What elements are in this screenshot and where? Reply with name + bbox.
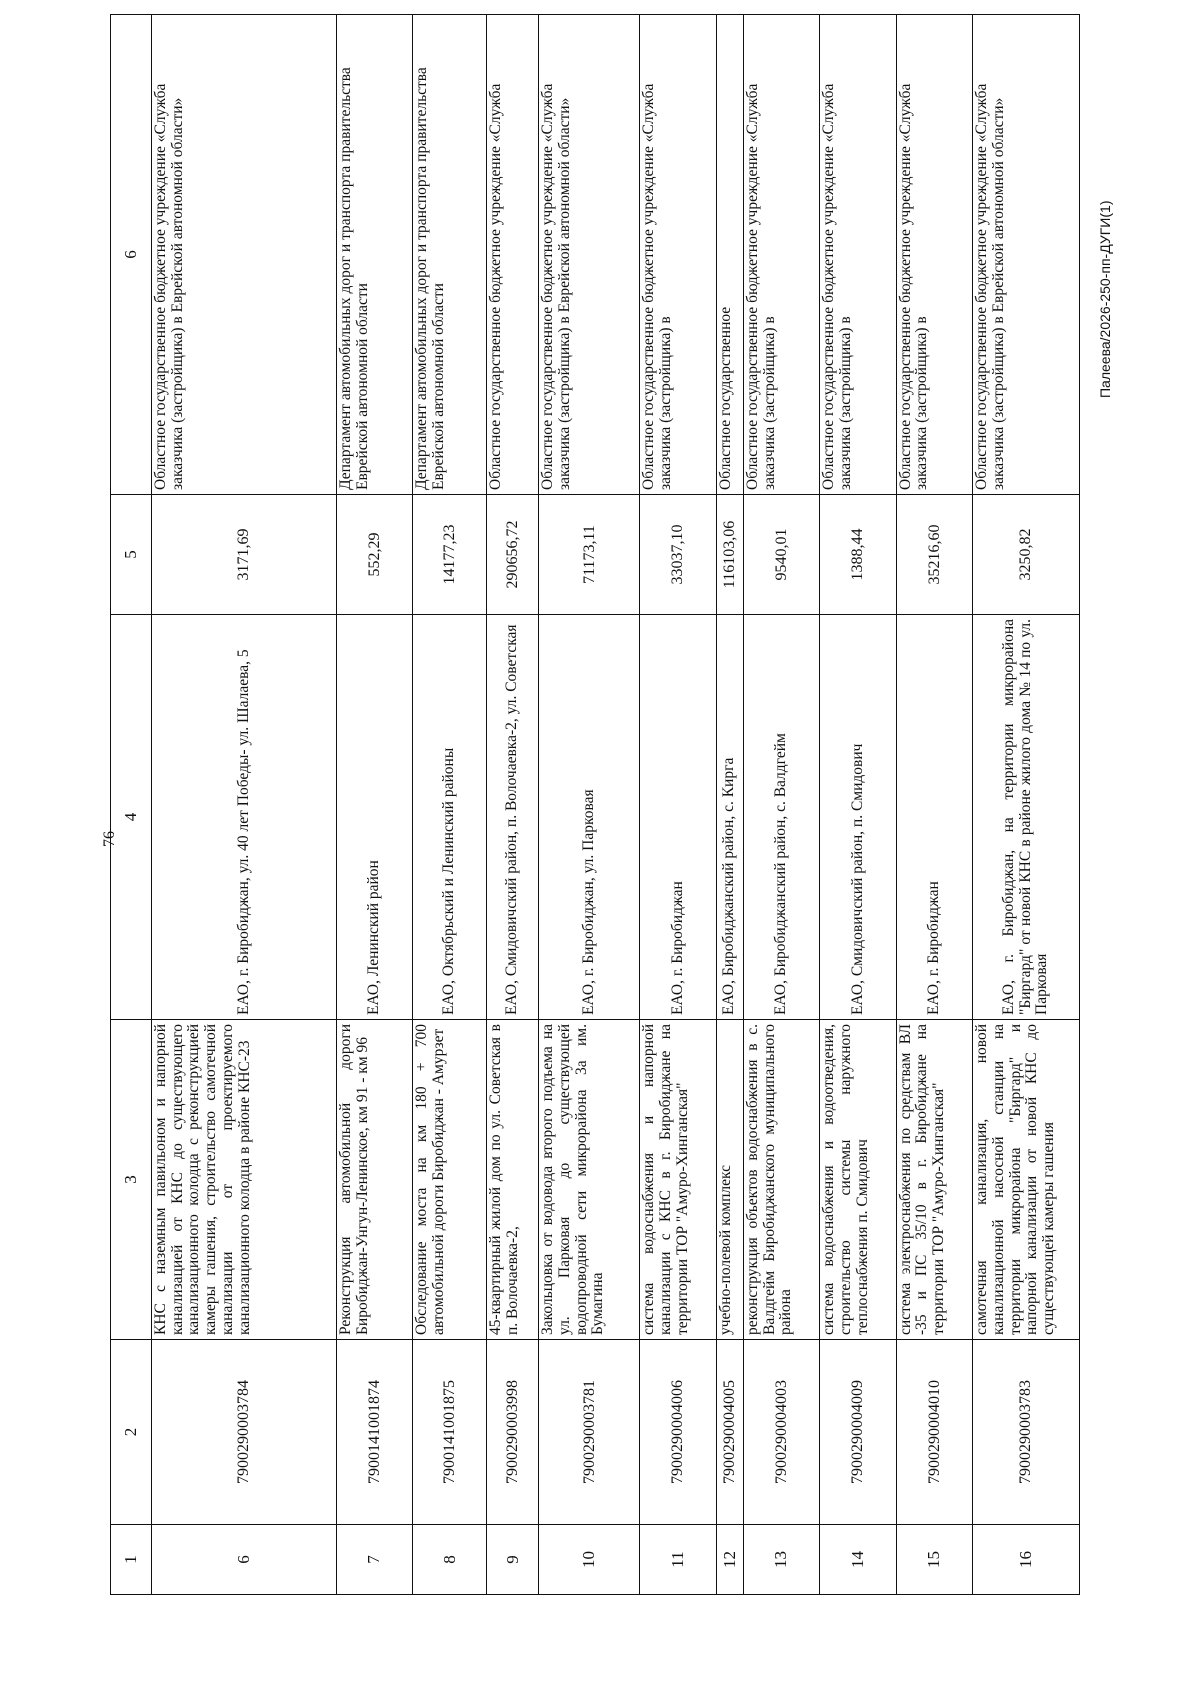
- page-number: 76: [101, 831, 118, 847]
- object-address: ЕАО, г. Биробиджан: [640, 615, 716, 1020]
- object-amount: 35216,60: [896, 495, 972, 615]
- rotated-table-container: [110, 15, 1080, 1595]
- object-customer: Департамент автомобильных дорог и транспорта правительства Еврейской автономной области: [336, 15, 412, 495]
- object-address: ЕАО, г. Биробиджан: [896, 615, 972, 1020]
- col-header-6: 6: [111, 15, 152, 495]
- object-description: Закольцовка от водовода второго подъема на ул. Парковая до существующей водопроводной сети микрорайона 3а им. Бумагина: [539, 1020, 640, 1340]
- object-code: 7900141001874: [336, 1340, 412, 1525]
- object-code: 7900141001875: [413, 1340, 487, 1525]
- object-address: ЕАО, Биробиджанский район, с. Кирга: [716, 615, 743, 1020]
- object-customer: Областное государственное бюджетное учреждение «Служба заказчика (застройщика) в Еврейской автономной области»: [152, 15, 337, 495]
- row-number: 6: [152, 1525, 337, 1595]
- object-description: учебно-полевой комплекс: [716, 1020, 743, 1340]
- header-row: [111, 15, 152, 1595]
- row-number: 15: [896, 1525, 972, 1595]
- object-customer: Областное государственное бюджетное учреждение «Служба заказчика (застройщика) в Еврейской автономной области»: [539, 15, 640, 495]
- table-row: [487, 15, 539, 1595]
- object-customer: Департамент автомобильных дорог и транспорта правительства Еврейской автономной области: [413, 15, 487, 495]
- object-amount: 3171,69: [152, 495, 337, 615]
- row-number: 14: [820, 1525, 896, 1595]
- object-amount: 9540,01: [743, 495, 819, 615]
- object-code: 7900290004010: [896, 1340, 972, 1525]
- table-row: [413, 15, 487, 1595]
- object-amount: 71173,11: [539, 495, 640, 615]
- row-number: 9: [487, 1525, 539, 1595]
- object-amount: 552,29: [336, 495, 412, 615]
- table-row: [743, 15, 819, 1595]
- object-code: 7900290003784: [152, 1340, 337, 1525]
- object-address: ЕАО, г. Биробиджан, ул. 40 лет Победы- ул. Шалаева, 5: [152, 615, 337, 1020]
- col-header-3: 3: [111, 1020, 152, 1340]
- table-row: [152, 15, 337, 1595]
- object-code: 7900290004005: [716, 1340, 743, 1525]
- table-row: [539, 15, 640, 1595]
- object-address: ЕАО, Смидовичский район, п. Волочаевка-2, ул. Советская: [487, 615, 539, 1020]
- row-number: 8: [413, 1525, 487, 1595]
- object-address: ЕАО, г. Биробиджан, ул. Парковая: [539, 615, 640, 1020]
- row-number: 11: [640, 1525, 716, 1595]
- object-description: КНС с наземным павильоном и напорной канализацией от КНС до существующего канализационного колодца с реконструкцией камеры гашения, строительство самотечной канализации от проектируемого канализационного колодца в районе КНС-23: [152, 1020, 337, 1340]
- object-customer: Областное государственное бюджетное учреждение «Служба заказчика (застройщика) в: [820, 15, 896, 495]
- object-amount: 290656,72: [487, 495, 539, 615]
- row-number: 16: [973, 1525, 1080, 1595]
- col-header-5: 5: [111, 495, 152, 615]
- table-row: [640, 15, 716, 1595]
- document-footer: Палеева/2026-250-пп-ДУГИ(1): [1097, 200, 1113, 398]
- object-code: 7900290003783: [973, 1340, 1080, 1525]
- objects-table: [110, 14, 1080, 1595]
- table-row: [896, 15, 972, 1595]
- object-description: 45-квартирный жилой дом по ул. Советская в п. Волочаевка-2,: [487, 1020, 539, 1340]
- object-description: Обследование моста на км 180 + 700 автомобильной дороги Биробиджан - Амурзет: [413, 1020, 487, 1340]
- row-number: 13: [743, 1525, 819, 1595]
- object-address: ЕАО, Октябрьский и Ленинский районы: [413, 615, 487, 1020]
- object-description: реконструкция объектов водоснабжения в с. Валдгейм Биробиджанского муниципального района: [743, 1020, 819, 1340]
- object-amount: 1388,44: [820, 495, 896, 615]
- object-description: система электроснабжения по средствам ВЛ -35 и ПС 35/10 в г. Биробиджане на территории ТОР "Амуро-Хинганская": [896, 1020, 972, 1340]
- object-amount: 3250,82: [973, 495, 1080, 615]
- object-code: 7900290004009: [820, 1340, 896, 1525]
- table-row: [716, 15, 743, 1595]
- object-customer: Областное государственное бюджетное учреждение «Служба: [487, 15, 539, 495]
- object-customer: Областное государственное бюджетное учреждение «Служба заказчика (застройщика) в: [640, 15, 716, 495]
- object-customer: Областное государственное: [716, 15, 743, 495]
- col-header-4: 4: [111, 615, 152, 1020]
- table-row: [973, 15, 1080, 1595]
- object-amount: 14177,23: [413, 495, 487, 615]
- table-row: [820, 15, 896, 1595]
- col-header-2: 2: [111, 1340, 152, 1525]
- object-description: самотечная канализация, новой канализационной насосной станции на территории микрорайона "Биргард" и напорной канализации от новой КНС до существующей камеры гашения: [973, 1020, 1080, 1340]
- object-description: Реконструкция автомобильной дороги Биробиджан-Унгун-Ленинское, км 91 - км 96: [336, 1020, 412, 1340]
- row-number: 7: [336, 1525, 412, 1595]
- object-address: ЕАО, г. Биробиджан, на территории микрорайона "Биргард" от новой КНС в районе жилого дома № 14 по ул. Парковая: [973, 615, 1080, 1020]
- object-code: 7900290004003: [743, 1340, 819, 1525]
- object-code: 7900290004006: [640, 1340, 716, 1525]
- object-description: система водоснабжения и водоотведения, строительство системы наружного теплоснабжения п. Смидович: [820, 1020, 896, 1340]
- object-address: ЕАО, Ленинский район: [336, 615, 412, 1020]
- col-header-1: 1: [111, 1525, 152, 1595]
- row-number: 12: [716, 1525, 743, 1595]
- object-code: 7900290003998: [487, 1340, 539, 1525]
- row-number: 10: [539, 1525, 640, 1595]
- object-amount: 33037,10: [640, 495, 716, 615]
- object-amount: 116103,06: [716, 495, 743, 615]
- object-address: ЕАО, Смидовичский район, п. Смидович: [820, 615, 896, 1020]
- object-address: ЕАО, Биробиджанский район, с. Валдгейм: [743, 615, 819, 1020]
- object-customer: Областное государственное бюджетное учреждение «Служба заказчика (застройщика) в Еврейской автономной области»: [973, 15, 1080, 495]
- object-customer: Областное государственное бюджетное учреждение «Служба заказчика (застройщика) в: [896, 15, 972, 495]
- object-code: 7900290003781: [539, 1340, 640, 1525]
- object-description: система водоснабжения и напорной канализации с КНС в г. Биробиджане на территории ТОР "Амуро-Хинганская": [640, 1020, 716, 1340]
- table-row: [336, 15, 412, 1595]
- object-customer: Областное государственное бюджетное учреждение «Служба заказчика (застройщика) в: [743, 15, 819, 495]
